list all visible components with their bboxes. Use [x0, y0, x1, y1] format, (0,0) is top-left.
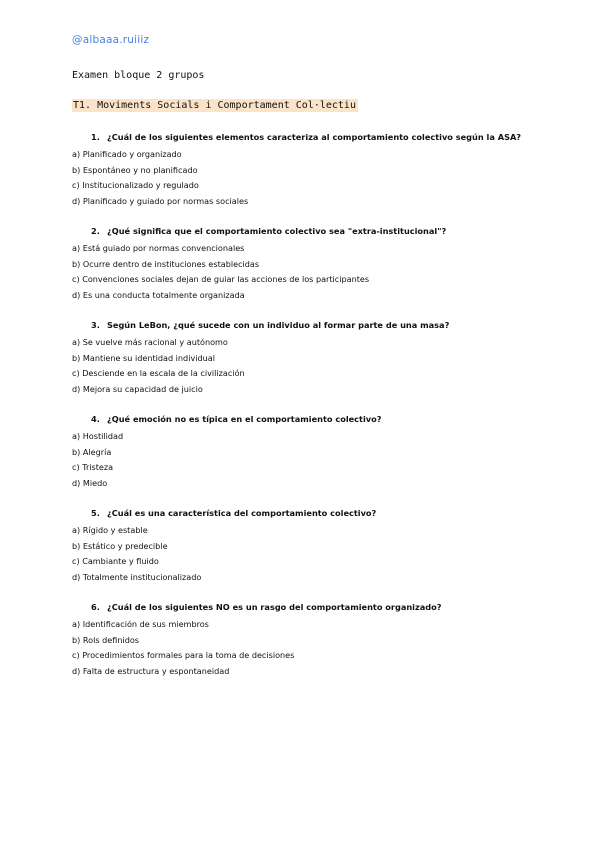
option-letter: a): [72, 431, 81, 441]
option-letter: d): [72, 289, 81, 300]
option-letter: b): [72, 352, 81, 363]
question-text: ¿Qué emoción no es típica en el comportamiento colectivo?: [107, 414, 382, 424]
answer-option: [72, 194, 542, 210]
answer-option: [72, 257, 542, 273]
answer-option: [72, 523, 542, 539]
option-text: Convenciones sociales dejan de guiar las acciones de los participantes: [82, 274, 370, 284]
option-letter: c): [72, 180, 80, 190]
option-letter: c): [72, 462, 80, 472]
answer-option: [72, 460, 542, 476]
answer-option: [72, 633, 542, 649]
option-letter: b): [72, 164, 81, 175]
answer-option: [72, 178, 542, 194]
option-text: Totalmente institucionalizado: [82, 571, 202, 582]
question-heading: [72, 508, 542, 519]
answer-option: [72, 617, 542, 633]
answer-option: [72, 163, 542, 179]
question-2: [72, 226, 542, 303]
question-1: [72, 132, 542, 209]
question-heading: [72, 602, 542, 613]
question-text: ¿Cuál de los siguientes elementos caracteriza al comportamiento colectivo según la ASA?: [107, 132, 522, 142]
question-heading: [72, 414, 542, 425]
option-text: Se vuelve más racional y autónomo: [82, 337, 228, 347]
option-text: Cambiante y fluido: [82, 556, 159, 566]
option-letter: d): [72, 383, 81, 394]
option-text: Mantiene su identidad individual: [82, 352, 215, 363]
answer-option: [72, 366, 542, 382]
question-heading: [72, 132, 542, 143]
option-text: Rols definidos: [82, 634, 140, 645]
question-number: 4.: [91, 414, 100, 424]
answer-option: [72, 351, 542, 367]
question-4: [72, 414, 542, 491]
option-text: Estático y predecible: [82, 540, 168, 551]
option-letter: a): [72, 243, 81, 253]
option-letter: c): [72, 556, 80, 566]
option-letter: d): [72, 195, 81, 206]
option-text: Ocurre dentro de instituciones establecidas: [82, 258, 260, 269]
question-text: Según LeBon, ¿qué sucede con un individuo al formar parte de una masa?: [107, 320, 450, 330]
answer-option: [72, 476, 542, 492]
option-letter: c): [72, 274, 80, 284]
option-text: Tristeza: [82, 462, 114, 472]
option-letter: a): [72, 337, 81, 347]
answer-option: [72, 272, 542, 288]
question-text: ¿Cuál de los siguientes NO es un rasgo del comportamiento organizado?: [107, 602, 442, 612]
option-letter: b): [72, 258, 81, 269]
answer-option: [72, 147, 542, 163]
option-letter: d): [72, 665, 81, 676]
answer-option: [72, 382, 542, 398]
option-letter: c): [72, 650, 80, 660]
option-text: Planificado y guiado por normas sociales: [82, 195, 249, 206]
question-number: 2.: [91, 226, 100, 236]
answer-option: [72, 554, 542, 570]
question-number: 6.: [91, 602, 100, 612]
section-title: T1. Moviments Socials i Comportament Col·lectiu: [73, 100, 356, 111]
option-text: Identificación de sus miembros: [82, 619, 209, 629]
question-3: [72, 320, 542, 397]
answer-option: [72, 445, 542, 461]
answer-option: [72, 664, 542, 680]
answer-option: [72, 570, 542, 586]
answer-option: [72, 241, 542, 257]
option-letter: d): [72, 571, 81, 582]
option-text: Hostilidad: [82, 431, 124, 441]
option-text: Procedimientos formales para la toma de decisiones: [82, 650, 295, 660]
option-letter: b): [72, 540, 81, 551]
question-number: 1.: [91, 132, 100, 142]
answer-option: [72, 648, 542, 664]
exam-title: Examen bloque 2 grupos: [72, 70, 205, 81]
option-text: Espontáneo y no planificado: [82, 164, 198, 175]
question-heading: [72, 320, 542, 331]
question-text: ¿Qué significa que el comportamiento colectivo sea "extra-institucional"?: [107, 226, 447, 236]
answer-option: [72, 539, 542, 555]
answer-option: [72, 429, 542, 445]
option-letter: b): [72, 634, 81, 645]
question-6: [72, 602, 542, 679]
option-text: Está guiado por normas convencionales: [82, 243, 245, 253]
question-heading: [72, 226, 542, 237]
option-text: Mejora su capacidad de juicio: [82, 383, 203, 394]
option-letter: d): [72, 477, 81, 488]
question-text: ¿Cuál es una característica del comportamiento colectivo?: [107, 508, 377, 518]
question-list: [72, 132, 542, 696]
question-number: 3.: [91, 320, 100, 330]
option-text: Miedo: [82, 477, 108, 488]
author-handle: @albaaa.ruiiiz: [72, 34, 150, 46]
option-text: Desciende en la escala de la civilización: [82, 368, 245, 378]
answer-option: [72, 288, 542, 304]
option-text: Es una conducta totalmente organizada: [82, 289, 245, 300]
answer-option: [72, 335, 542, 351]
option-letter: a): [72, 525, 81, 535]
option-text: Planificado y organizado: [82, 149, 182, 159]
option-letter: c): [72, 368, 80, 378]
option-text: Rígido y estable: [82, 525, 148, 535]
option-text: Alegría: [82, 446, 112, 457]
option-text: Institucionalizado y regulado: [82, 180, 199, 190]
option-letter: b): [72, 446, 81, 457]
question-number: 5.: [91, 508, 100, 518]
question-5: [72, 508, 542, 585]
option-text: Falta de estructura y espontaneidad: [82, 665, 230, 676]
option-letter: a): [72, 619, 81, 629]
option-letter: a): [72, 149, 81, 159]
